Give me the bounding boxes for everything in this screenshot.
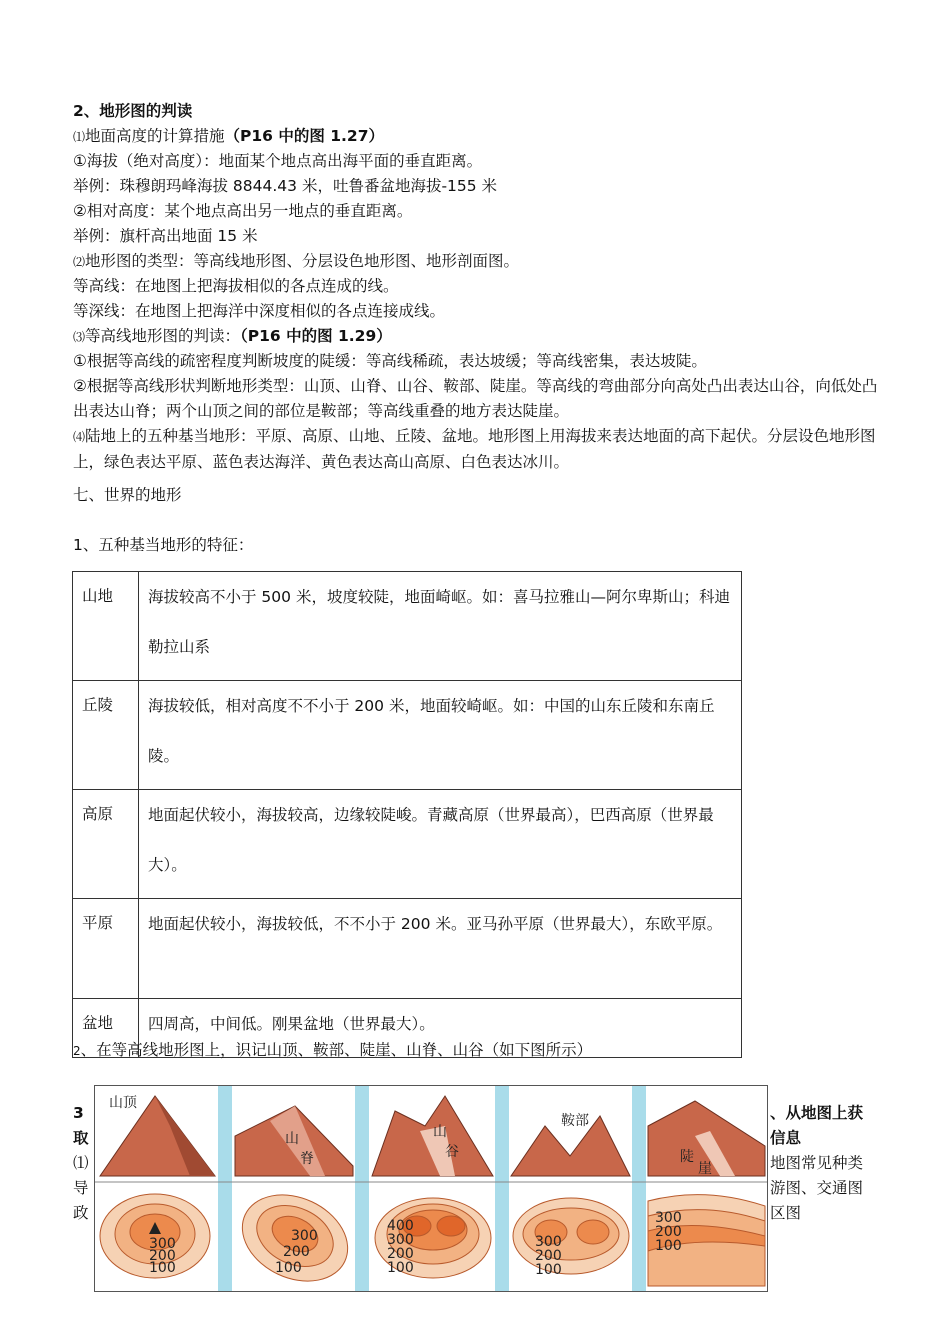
contour-value: 200 [535,1248,562,1264]
label-valley-2: 谷 [445,1144,459,1160]
label-valley-1: 山 [433,1124,447,1140]
paragraph: ②根据等高线形状判断地形类型：山顶、山脊、山谷、鞍部、陡崖。等高线的弯曲部分向高处凸出表达山谷，向低处凸出表达山脊；两个山顶之间的部位是鞍部；等高线重叠的地方表达陡崖。 [73,377,878,420]
right-fragment: 游图、交通图 [770,1179,864,1197]
table-cell-desc: 地面起伏较小，海拔较高，边缘较陡峻。青藏高原（世界最高），巴西高原（世界最大）。 [139,790,742,899]
table-cell-term: 平原 [73,899,139,999]
subheading: 1、五种基当地形的特征： [73,536,254,554]
contour-value: 200 [387,1246,414,1262]
right-fragment: 区图 [770,1204,802,1222]
label-cliff-2: 崖 [698,1161,712,1177]
table-cell-desc: 海拔较高不小于 500 米，坡度较陡，地面崎岖。如：喜马拉雅山—阿尔卑斯山；科迪勒拉山系 [139,572,742,681]
contour-300 [577,1220,609,1244]
contour-value: 300 [291,1228,318,1244]
section-heading: 2、地形图的判读 [73,102,193,120]
table-row [73,572,742,681]
contour-value: 200 [283,1244,310,1260]
left-fragment: 导 [73,1179,89,1197]
contour-value: 100 [275,1260,302,1276]
label-saddle: 鞍部 [561,1113,589,1129]
paragraph: ②相对高度：某个地点高出另一地点的垂直距离。 [73,202,413,220]
terrain-table [72,571,742,1058]
left-fragment: 政 [73,1204,89,1222]
paragraph: 等深线：在地图上把海洋中深度相似的各点连接成线。 [73,302,446,320]
item-prefix: ⑷ [73,430,86,444]
contour-value: 200 [655,1224,682,1240]
contour-value: 100 [655,1238,682,1254]
item-prefix: ⑵ [73,255,86,269]
panel-separator [632,1086,646,1291]
table-row [73,681,742,790]
contour-value: 300 [535,1234,562,1250]
item-text: 地面高度的计算措施 [85,127,225,145]
table-cell-term: 盆地 [73,999,139,1058]
item-reference: （P16 中的图 1.27） [224,127,384,145]
paragraph: 举例：珠穆朗玛峰海拔 8844.43 米，吐鲁番盆地海拔-155 米 [73,177,498,195]
item-text: 地形图的类型：等高线地形图、分层设色地形图、地形剖面图。 [85,252,520,270]
item-prefix: 2 [73,1044,81,1058]
panel-separator [218,1086,232,1291]
terrain-illustration [95,1086,767,1291]
right-fragment: 地图常见种类 [770,1154,864,1172]
table-row [73,790,742,899]
table-cell-desc: 地面起伏较小，海拔较低，不不小于 200 米。亚马孙平原（世界最大），东欧平原。 [139,899,742,999]
label-cliff-1: 陡 [680,1149,694,1165]
label-ridge-1: 山 [285,1131,299,1147]
item-text: 、在等高线地形图上，识记山顶、鞍部、陡崖、山脊、山谷（如下图所示） [80,1041,593,1059]
contour-value: 100 [149,1260,176,1276]
item-prefix: ⑶ [73,330,86,344]
left-fragment: ⑴ [73,1154,89,1172]
paragraph [73,324,392,350]
left-fragment: 3 [73,1104,84,1122]
table-row [73,899,742,999]
contour-value: 300 [387,1232,414,1248]
paragraph: ①海拔（绝对高度）：地面某个地点高出海平面的垂直距离。 [73,152,483,170]
label-ridge-2: 脊 [300,1151,314,1167]
right-fragment: 、从地图上获 [770,1104,864,1122]
table-cell-term: 高原 [73,790,139,899]
table-cell-desc: 海拔较低，相对高度不不小于 200 米，地面较崎岖。如：中国的山东丘陵和东南丘陵。 [139,681,742,790]
paragraph: ①根据等高线的疏密程度判断坡度的陡缓：等高线稀疏，表达坡缓；等高线密集，表达坡陡。 [73,352,707,370]
terrain-contour-figure [94,1085,768,1292]
label-peak: 山顶 [109,1095,137,1111]
item-text: 陆地上的五种基当地形：平原、高原、山地、丘陵、盆地。地形图上用海拔来表达地面的高下起伏。分层设色地形图上，绿色表达平原、蓝色表达海洋、黄色表达高山高原、白色表达冰川。 [73,427,876,471]
panel-separator [355,1086,369,1291]
panel-separator [495,1086,509,1291]
contour-value: 100 [387,1260,414,1276]
paragraph [73,424,883,475]
contour-value: 400 [387,1218,414,1234]
table-cell-term: 丘陵 [73,681,139,790]
paragraph [73,124,384,150]
contour-value: 200 [149,1248,176,1264]
paragraph: 等高线：在地图上把海拔相似的各点连成的线。 [73,277,399,295]
table-cell-desc: 四周高，中间低。刚果盆地（世界最大）。 [139,999,742,1058]
contour-value: 300 [655,1210,682,1226]
contour-value: 100 [535,1262,562,1278]
paragraph [73,249,519,275]
subheading [73,1038,592,1064]
paragraph: 举例：旗杆高出地面 15 米 [73,227,258,245]
item-text: 等高线地形图的判读： [85,327,241,345]
table-cell-term: 山地 [73,572,139,681]
section-heading: 七、世界的地形 [73,486,182,504]
right-fragment: 信息 [770,1129,802,1147]
left-fragment: 取 [73,1129,89,1147]
item-reference: （P16 中的图 1.29） [240,327,392,345]
item-prefix: ⑴ [73,130,86,144]
contour-value: 300 [149,1236,176,1252]
contour-400 [437,1216,465,1236]
